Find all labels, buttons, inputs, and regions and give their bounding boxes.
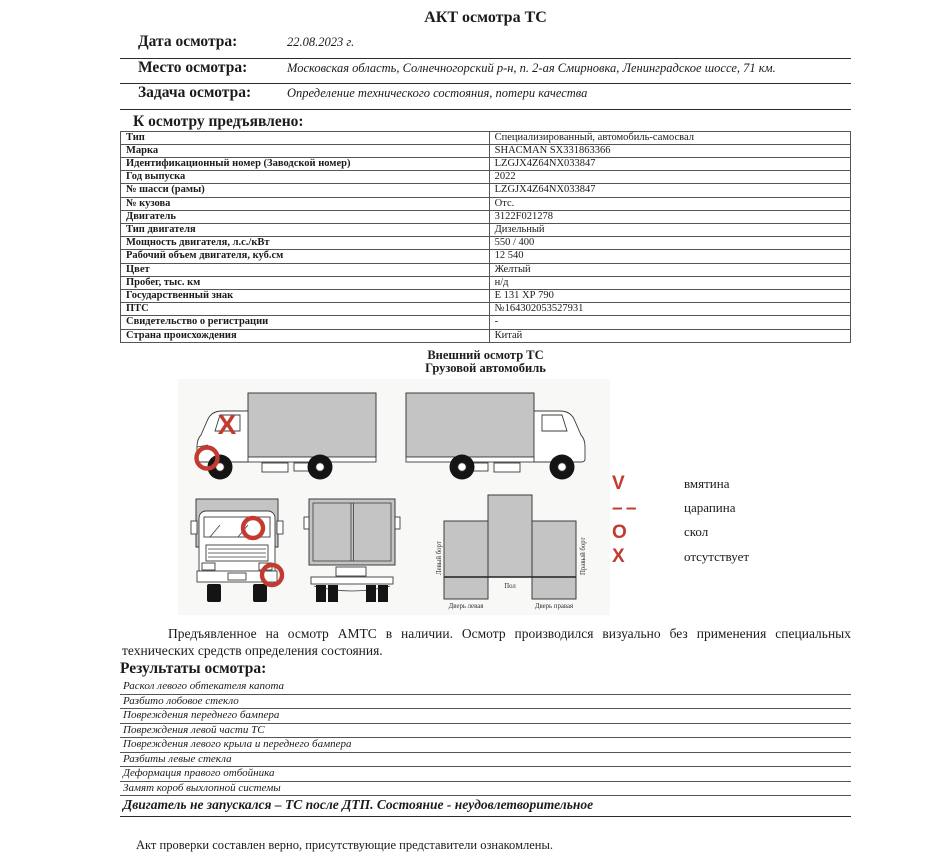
- vehicle-param-value: Специализированный, автомобиль-самосвал: [489, 131, 850, 144]
- vehicle-param-value: Отс.: [489, 197, 850, 210]
- result-item: Разбиты левые стекла: [120, 753, 851, 767]
- table-row: [121, 223, 851, 236]
- field-label: Место осмотра:: [138, 58, 248, 76]
- vehicle-param-value: -: [489, 316, 850, 329]
- vehicle-param-label: № кузова: [121, 197, 490, 210]
- vehicle-param-label: ПТС: [121, 303, 490, 316]
- header-fields: [120, 33, 851, 110]
- table-row: [121, 131, 851, 144]
- header-field-row: [120, 84, 851, 110]
- result-item: Деформация правого отбойника: [120, 767, 851, 781]
- vehicle-param-value: Желтый: [489, 263, 850, 276]
- vehicle-param-label: Тип двигателя: [121, 223, 490, 236]
- table-row: [121, 289, 851, 302]
- vehicle-param-value: 550 / 400: [489, 237, 850, 250]
- vehicle-param-label: Марка: [121, 144, 490, 157]
- vehicle-param-label: Страна происхождения: [121, 329, 490, 342]
- vehicle-details-table: [120, 131, 851, 343]
- table-row: [121, 237, 851, 250]
- legend-item: [612, 520, 749, 544]
- field-value: 22.08.2023 г.: [287, 35, 355, 49]
- table-row: [121, 263, 851, 276]
- legend-label: скол: [684, 524, 709, 540]
- vehicle-param-value: Е 131 ХР 790: [489, 289, 850, 302]
- legend-label: отсутствует: [684, 548, 750, 564]
- field-label: Задача осмотра:: [138, 84, 252, 101]
- field-label: Дата осмотра:: [138, 33, 238, 50]
- table-row: [121, 250, 851, 263]
- result-item: Повреждения переднего бампера: [120, 709, 851, 723]
- legend-item: [612, 545, 749, 569]
- legend-label: царапина: [684, 500, 736, 516]
- result-item: Раскол левого обтекателя капота: [120, 680, 851, 694]
- vehicle-param-value: 3122F021278: [489, 210, 850, 223]
- table-row: [121, 329, 851, 342]
- vehicle-param-value: SHACMAN SX331863366: [489, 144, 850, 157]
- table-row: [121, 210, 851, 223]
- truck-diagrams: [178, 379, 610, 615]
- vehicle-param-label: Цвет: [121, 263, 490, 276]
- field-value: Определение технического состояния, потери качества: [287, 86, 588, 100]
- header-field-row: [120, 33, 851, 59]
- vehicle-param-value: LZGJX4Z64NX033847: [489, 184, 850, 197]
- legend-item: [612, 496, 749, 520]
- result-item: Повреждения левой части ТС: [120, 724, 851, 738]
- vehicle-param-label: Год выпуска: [121, 171, 490, 184]
- table-row: [121, 171, 851, 184]
- vehicle-param-label: Тип: [121, 131, 490, 144]
- results-list: [120, 680, 851, 796]
- label-left-side: Левый борт: [436, 540, 443, 575]
- table-row: [121, 197, 851, 210]
- table-row: [121, 303, 851, 316]
- result-item: Замят короб выхлопной системы: [120, 782, 851, 796]
- vehicle-param-value: Китай: [489, 329, 850, 342]
- page-title: АКТ осмотра ТС: [424, 9, 547, 26]
- conclusion-line: Двигатель не запускался – ТС после ДТП. Состояние - неудовлетворительное: [120, 796, 851, 817]
- results-heading: Результаты осмотра:: [120, 660, 267, 678]
- external-inspection-heading: Внешний осмотр ТС: [427, 347, 544, 362]
- vehicle-param-value: 2022: [489, 171, 850, 184]
- label-right-side: Правый борт: [580, 537, 587, 575]
- vehicle-param-value: н/д: [489, 276, 850, 289]
- field-value: Московская область, Солнечногорский р-н, п. 2-ая Смирновка, Ленинградское шоссе, 71 км.: [287, 60, 776, 75]
- label-floor: Пол: [504, 582, 516, 590]
- damage-legend: [612, 472, 749, 569]
- inspection-note: Предъявленное на осмотр АМТС в наличии. Осмотр производился визуально без применения специальных технических средств определения состояния.: [122, 625, 851, 658]
- vehicle-param-value: Дизельный: [489, 223, 850, 236]
- label-left-door: Дверь левая: [448, 602, 484, 610]
- label-right-door: Дверь правая: [534, 602, 574, 610]
- vehicle-param-label: Свидетельство о регистрации: [121, 316, 490, 329]
- vehicle-param-label: № шасси (рамы): [121, 184, 490, 197]
- vehicle-param-label: Пробег, тыс. км: [121, 276, 490, 289]
- legend-item: [612, 472, 749, 496]
- vehicle-param-value: LZGJX4Z64NX033847: [489, 157, 850, 170]
- table-row: [121, 157, 851, 170]
- legend-label: вмятина: [684, 475, 730, 491]
- legend-symbol-icon: O: [612, 521, 626, 543]
- legend-symbol-icon: V: [612, 473, 624, 495]
- table-row: [121, 316, 851, 329]
- presented-heading: К осмотру предъявлено:: [133, 112, 304, 130]
- vehicle-param-label: Идентификационный номер (Заводской номер): [121, 157, 490, 170]
- table-row: [121, 276, 851, 289]
- result-item: Повреждения левого крыла и переднего бампера: [120, 738, 851, 752]
- vehicle-param-value: №164302053527931: [489, 303, 850, 316]
- legend-symbol-icon: – –: [612, 497, 636, 519]
- vehicle-param-label: Государственный знак: [121, 289, 490, 302]
- legend-symbol-icon: X: [612, 546, 624, 568]
- vehicle-param-label: Рабочий объем двигателя, куб.см: [121, 250, 490, 263]
- result-item: Разбито лобовое стекло: [120, 695, 851, 709]
- header-field-row: [120, 59, 851, 85]
- vehicle-param-label: Мощность двигателя, л.с./кВт: [121, 237, 490, 250]
- vehicle-param-value: 12 540: [489, 250, 850, 263]
- footer-note: Акт проверки составлен верно, присутствующие представители ознакомлены.: [136, 837, 553, 852]
- external-inspection-subheading: Грузовой автомобиль: [425, 361, 546, 376]
- table-row: [121, 144, 851, 157]
- damage-diagram-section: [120, 379, 851, 617]
- table-row: [121, 184, 851, 197]
- damage-mark-x-cab-window: X: [217, 408, 237, 440]
- vehicle-param-label: Двигатель: [121, 210, 490, 223]
